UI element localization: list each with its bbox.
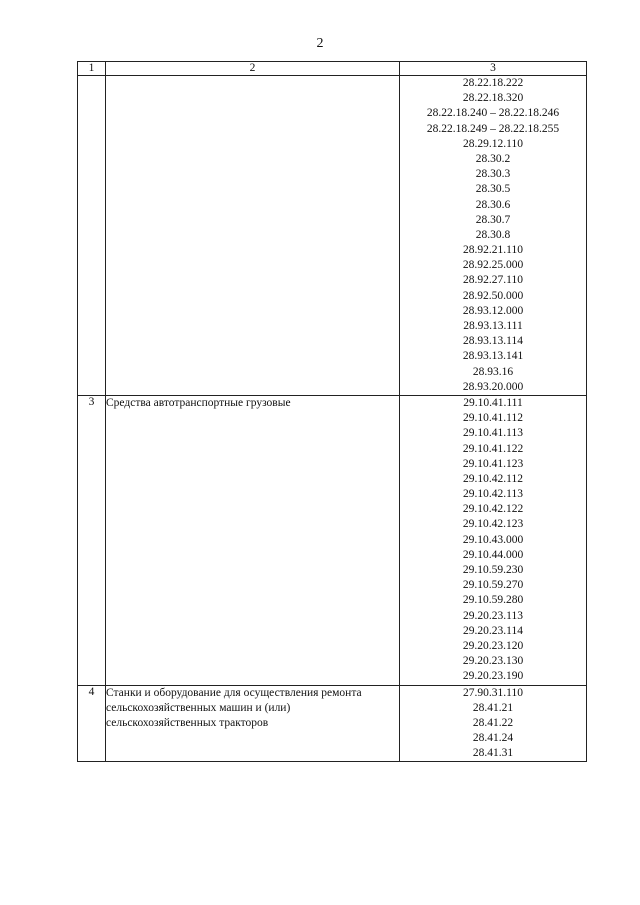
code-item: 28.41.31 xyxy=(472,747,514,760)
code-item: 28.41.24 xyxy=(472,732,514,745)
code-item: 28.92.27.110 xyxy=(463,274,523,287)
code-item: 29.10.59.280 xyxy=(462,594,524,607)
table-row xyxy=(78,395,587,685)
code-item: 29.10.41.113 xyxy=(463,427,523,440)
code-item: 29.10.59.270 xyxy=(462,579,524,592)
code-item: 28.93.13.141 xyxy=(462,350,524,363)
code-item: 28.22.18.249 – 28.22.18.255 xyxy=(426,122,560,135)
code-item: 28.92.50.000 xyxy=(462,289,524,302)
table-body xyxy=(78,76,587,762)
code-item: 28.30.7 xyxy=(475,213,511,226)
column-header-3: 3 xyxy=(400,62,587,76)
code-item: 29.10.41.122 xyxy=(462,442,524,455)
code-item: 28.29.12.110 xyxy=(463,137,523,150)
row-number: 3 xyxy=(78,395,106,685)
code-item: 29.10.44.000 xyxy=(462,548,524,561)
row-name: Станки и оборудование для осуществления ремонта сельскохозяйственных машин и (или) сельскохозяйственных тракторов xyxy=(106,685,400,762)
code-item: 28.92.25.000 xyxy=(462,259,524,272)
code-item: 29.10.42.112 xyxy=(463,472,523,485)
row-name xyxy=(106,76,400,396)
code-item: 28.41.22 xyxy=(472,716,514,729)
code-item: 29.10.41.112 xyxy=(463,412,523,425)
code-item: 29.20.23.130 xyxy=(462,655,524,668)
code-item: 28.22.18.240 – 28.22.18.246 xyxy=(426,107,560,120)
row-number xyxy=(78,76,106,396)
code-item: 29.10.42.122 xyxy=(462,503,524,516)
table-header-row xyxy=(78,62,587,76)
code-item: 28.92.21.110 xyxy=(463,244,523,257)
code-item: 29.10.43.000 xyxy=(462,533,524,546)
code-item: 28.22.18.320 xyxy=(462,92,524,105)
code-item: 28.93.13.111 xyxy=(463,320,523,332)
code-item: 29.10.41.111 xyxy=(463,396,523,409)
code-item: 29.10.42.113 xyxy=(463,488,523,501)
code-item: 29.20.23.114 xyxy=(463,624,523,637)
code-item: 29.20.23.120 xyxy=(462,639,524,652)
row-codes xyxy=(400,76,587,396)
code-item: 28.93.16 xyxy=(472,365,514,378)
code-item: 28.22.18.222 xyxy=(462,77,524,89)
classification-table xyxy=(77,61,587,762)
code-item: 28.30.3 xyxy=(475,168,511,181)
code-item: 28.93.20.000 xyxy=(462,380,524,393)
code-item: 28.30.5 xyxy=(475,183,511,196)
code-item: 28.93.12.000 xyxy=(462,304,524,317)
row-codes xyxy=(400,395,587,685)
column-header-1: 1 xyxy=(78,62,106,76)
code-item: 28.93.13.114 xyxy=(463,335,523,348)
table-row xyxy=(78,685,587,762)
code-item: 28.30.8 xyxy=(475,228,511,241)
code-item: 28.41.21 xyxy=(472,701,514,714)
code-item: 28.30.2 xyxy=(475,152,511,165)
table-row xyxy=(78,76,587,396)
row-codes xyxy=(400,685,587,762)
code-item: 29.20.23.190 xyxy=(462,670,524,683)
code-item: 29.10.42.123 xyxy=(462,518,524,531)
column-header-2: 2 xyxy=(106,62,400,76)
code-item: 29.10.41.123 xyxy=(462,457,524,470)
row-name: Средства автотранспортные грузовые xyxy=(106,395,400,685)
code-item: 27.90.31.110 xyxy=(463,686,523,699)
row-number: 4 xyxy=(78,685,106,762)
page-number: 2 xyxy=(316,36,324,51)
code-item: 28.30.6 xyxy=(475,198,511,211)
code-item: 29.20.23.113 xyxy=(463,609,523,622)
code-item: 29.10.59.230 xyxy=(462,564,524,576)
